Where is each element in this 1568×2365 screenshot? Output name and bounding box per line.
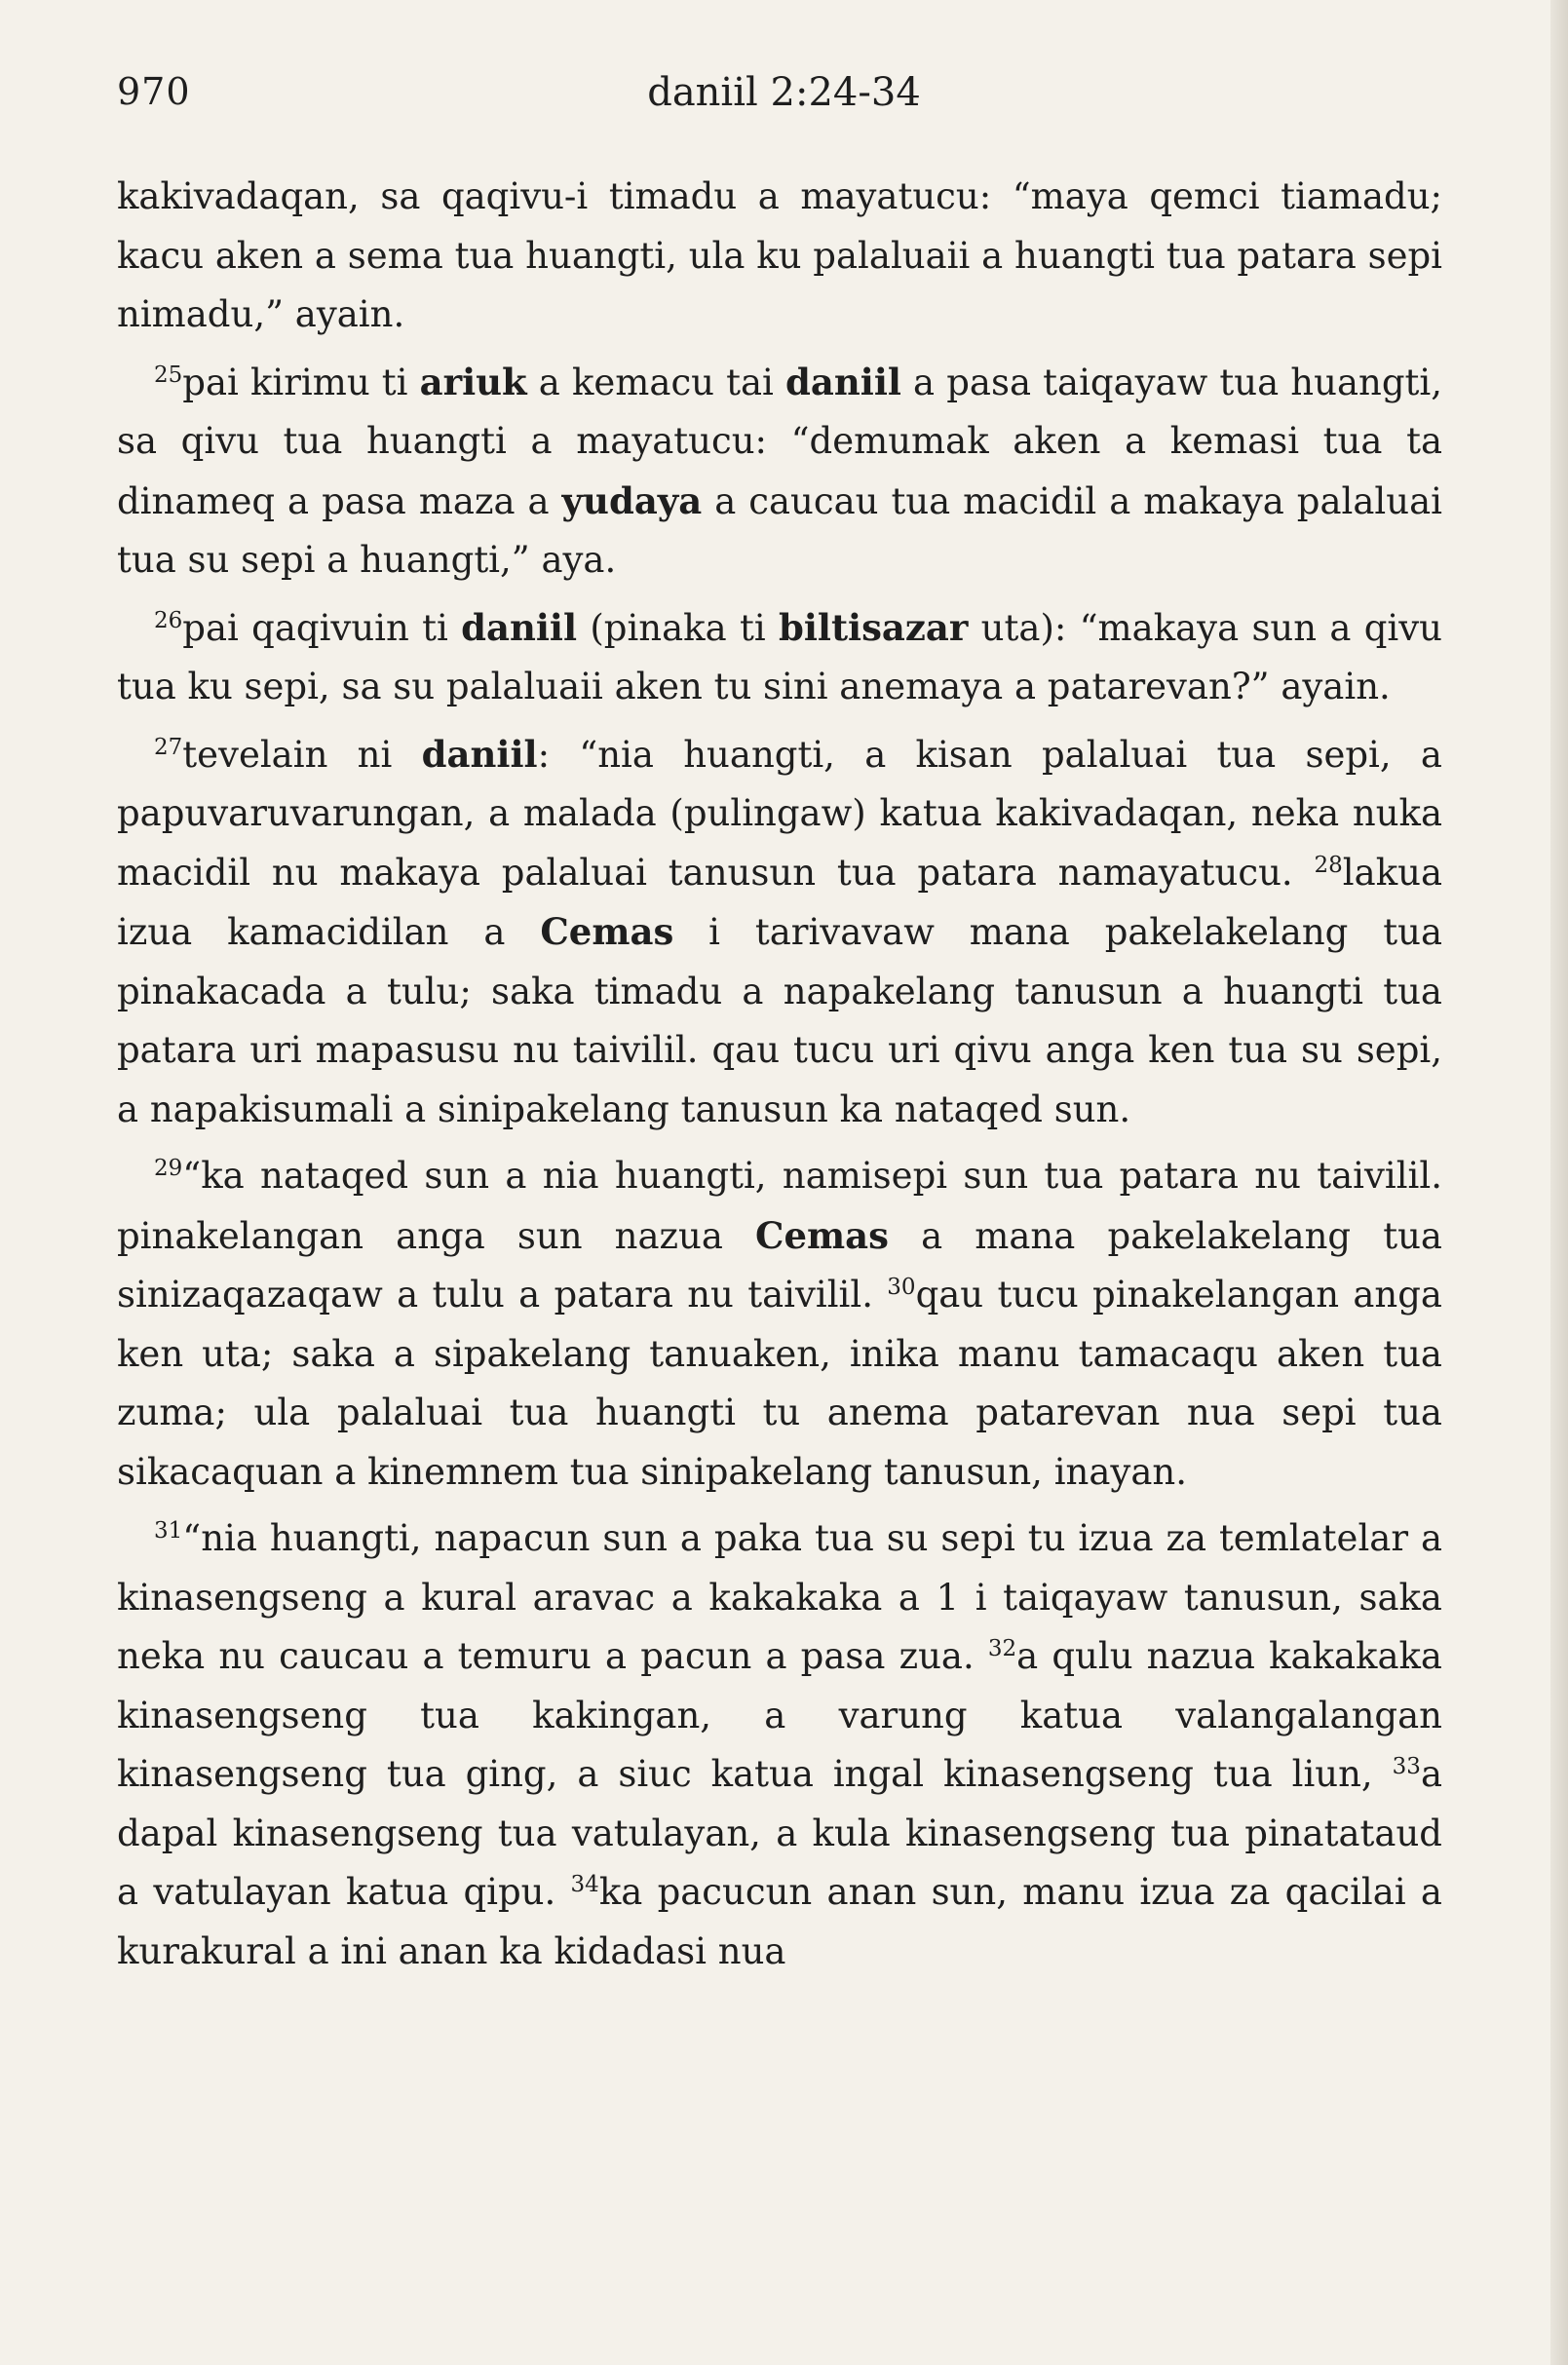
text-run: lakua izua kamacidilan a [117, 851, 1442, 953]
paragraph-p26 [117, 598, 1442, 717]
text-run: pai qaqivuin ti [182, 606, 462, 649]
text-run: a kemacu tai [526, 361, 786, 403]
verse-number: 28 [1314, 852, 1343, 878]
text-run: a dapal kinasengseng tua vatulayan, a kula kinasengseng tua pinatataud a vatulayan katua qipu. [117, 1753, 1442, 1913]
text-run: uta): “makaya sun a qivu tua ku sepi, sa su palaluaii aken tu sini anemaya a patarevan?” ayain. [117, 606, 1442, 707]
verse-number: 30 [887, 1275, 916, 1300]
paragraph-p0 [117, 168, 1442, 345]
page-number: 970 [117, 70, 191, 113]
verse-number: 25 [154, 362, 183, 388]
bold-term: daniil [461, 605, 578, 649]
running-head: daniil 2:24-34 [647, 70, 921, 115]
paragraph-p25 [117, 353, 1442, 591]
text-run: kakivadaqan, sa qaqivu-i timadu a mayatucu: “maya qemci tiamadu; kacu aken a sema tua huangti, ula ku palaluaii a huangti tua patara sepi nimadu,” ayain. [117, 175, 1442, 335]
verse-number: 33 [1392, 1754, 1421, 1779]
verse-number: 26 [154, 607, 183, 633]
page-edge [1550, 0, 1568, 2365]
verse-number: 27 [154, 734, 183, 760]
bold-term: yudaya [561, 478, 703, 522]
text-run: tevelain ni [182, 733, 422, 776]
bold-term: Cemas [755, 1213, 889, 1257]
text-run: : “nia huangti, a kisan palaluai tua sepi, a papuvaruvarungan, a malada (pulingaw) katua kakivadaqan, neka nuka macidil nu makaya palaluai tanusun tua patara namayatucu. [117, 733, 1442, 894]
text-run: (pinaka ti [577, 606, 779, 649]
text-run: a caucau tua macidil a makaya palaluai tua su sepi a huangti,” aya. [117, 479, 1442, 581]
verse-number: 31 [154, 1518, 183, 1544]
page-header [0, 70, 1568, 129]
verse-number: 29 [154, 1156, 183, 1181]
text-run: qau tucu pinakelangan anga ken uta; saka a sipakelang tanuaken, inika manu tamacaqu aken tua zuma; ula palaluai tua huangti tu anema patarevan nua sepi tua sikacaquan a kinemnem tua sinipakelang tanusun, inayan. [117, 1274, 1442, 1493]
text-run: pai kirimu ti [182, 361, 420, 403]
paragraph-p31 [117, 1509, 1442, 1981]
verse-number: 34 [570, 1872, 599, 1897]
text-run: a mana pakelakelang tua sinizaqazaqaw a tulu a patara nu taivilil. [117, 1214, 1442, 1316]
bold-term: daniil [785, 360, 901, 403]
paragraph-p29 [117, 1147, 1442, 1502]
verse-number: 32 [987, 1636, 1017, 1661]
bold-term: ariuk [419, 360, 527, 403]
text-run: “ka nataqed sun a nia huangti, namisepi sun tua patara nu taivilil. pinakelangan anga sun nazua [117, 1155, 1442, 1257]
text-run: i tarivavaw mana pakelakelang tua pinakacada a tulu; saka timadu a napakelang tanusun a huangti tua patara uri mapasusu nu taivilil. qau tucu uri qivu anga ken tua su sepi, a napakisumali a sinipakelang tanusun ka nataqed sun. [117, 911, 1442, 1130]
bold-term: daniil [421, 732, 538, 776]
bold-term: biltisazar [778, 605, 969, 649]
body-text [117, 168, 1442, 1981]
text-run: ka pacucun anan sun, manu izua za qacilai a kurakural a ini anan ka kidadasi nua [117, 1871, 1442, 1972]
paragraph-p27 [117, 725, 1442, 1140]
text-run: “nia huangti, napacun sun a paka tua su sepi tu izua za temlatelar a kinasengseng a kural aravac a kakakaka a 1 i taiqayaw tanusun, saka neka nu caucau a temuru a pacun a pasa zua. [117, 1517, 1442, 1677]
bold-term: Cemas [540, 910, 674, 953]
text-run: a pasa taiqayaw tua huangti, sa qivu tua huangti a mayatucu: “demumak aken a kemasi tua ta dinameq a pasa maza a [117, 361, 1442, 522]
text-run: a qulu nazua kakakaka kinasengseng tua kakingan, a varung katua valangalangan kinasengseng tua ging, a siuc katua ingal kinasengseng tua liun, [117, 1635, 1442, 1795]
